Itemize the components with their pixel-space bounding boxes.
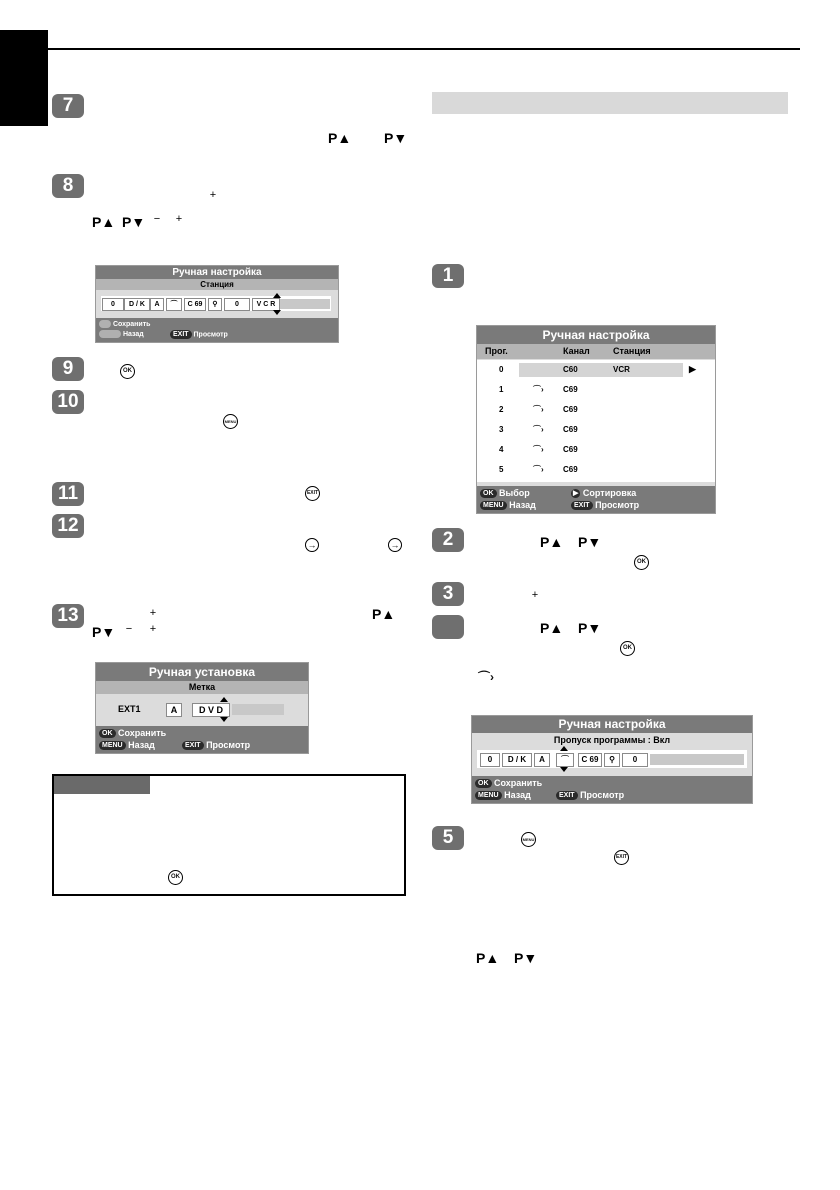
fine-tune-field[interactable]: 0 <box>622 753 648 767</box>
table-row[interactable]: 2 ⌒› C69 <box>499 405 578 414</box>
skip-icon: ⌒› <box>533 405 544 414</box>
exit-key: EXIT <box>182 741 204 750</box>
skip-toggle[interactable]: ⌒ <box>556 753 574 767</box>
volume-plus-icon: + <box>531 589 539 601</box>
down-arrow-icon <box>220 717 228 722</box>
key-icon <box>99 330 121 338</box>
station-name-field[interactable]: V C R <box>252 298 280 311</box>
search-icon[interactable]: ⚲ <box>208 298 222 311</box>
panel-subtitle: Пропуск программы : Вкл <box>472 733 752 747</box>
prog-field[interactable]: 0 <box>480 753 500 767</box>
volume-minus-icon: − <box>153 213 161 225</box>
ok-button-icon: OK <box>634 555 649 570</box>
step-8-badge: 8 <box>52 174 84 198</box>
right-key-icon: ▶ <box>573 490 579 498</box>
p-down-glyph: P▼ <box>578 534 602 550</box>
step-3-badge: 3 <box>432 582 464 606</box>
step-2-badge: 2 <box>432 528 464 552</box>
volume-plus-icon: + <box>149 623 157 635</box>
color-field[interactable]: A <box>166 703 182 717</box>
skip-icon[interactable]: ⌒ <box>166 298 182 311</box>
p-down-glyph: P▼ <box>514 950 538 966</box>
panel-title: Ручная настройка <box>472 716 752 733</box>
panel-subtitle: Метка <box>96 681 308 694</box>
p-down-glyph: P▼ <box>122 214 146 230</box>
p-up-glyph: P▲ <box>92 214 116 230</box>
station-header: Станция <box>613 346 651 356</box>
step-9-badge: 9 <box>52 357 84 381</box>
menu-button-icon: MENU <box>521 832 536 847</box>
up-arrow-icon <box>560 746 568 751</box>
step-10-badge: 10 <box>52 390 84 414</box>
up-arrow-icon <box>220 697 228 702</box>
exit-key: EXIT <box>571 501 593 510</box>
channel-field[interactable]: C 69 <box>578 753 602 767</box>
p-up-glyph: P▲ <box>476 950 500 966</box>
step-12-badge: 12 <box>52 514 84 538</box>
panel-title: Ручная настройка <box>477 326 715 344</box>
note-box <box>52 774 406 896</box>
table-row[interactable]: 4 ⌒› C69 <box>499 445 578 454</box>
table-row[interactable]: 5 ⌒› C69 <box>499 465 578 474</box>
menu-key: MENU <box>475 791 502 800</box>
skip-icon: ⌒› <box>533 385 544 394</box>
panel-title: Ручная установка <box>96 663 308 681</box>
section-heading-bar <box>432 92 788 114</box>
p-up-glyph: P▲ <box>328 130 352 146</box>
channel-field[interactable]: C 69 <box>184 298 206 311</box>
table-row[interactable]: 3 ⌒› C69 <box>499 425 578 434</box>
p-up-glyph: P▲ <box>540 534 564 550</box>
p-down-glyph: P▼ <box>578 620 602 636</box>
ok-button-icon: OK <box>120 364 135 379</box>
ok-key: OK <box>475 779 492 788</box>
system-field[interactable]: D / K <box>124 298 150 311</box>
panel-footer: Сохранить Назад EXIT Просмотр <box>96 318 338 342</box>
list-header <box>477 344 715 359</box>
p-down-glyph: P▼ <box>384 130 408 146</box>
skip-icon: ⌒› <box>533 465 544 474</box>
prog-header: Прог. <box>485 346 508 356</box>
panel-footer: OK Сохранить MENU Назад EXIT Просмотр <box>96 726 308 753</box>
search-icon[interactable]: ⚲ <box>604 753 620 767</box>
menu-key: MENU <box>99 741 126 750</box>
step-1-badge: 1 <box>432 264 464 288</box>
up-arrow-icon <box>273 293 281 298</box>
panel-footer: OK Сохранить MENU Назад EXIT Просмотр <box>472 776 752 803</box>
panel-title: Ручная настройка <box>96 266 338 279</box>
p-up-glyph: P▲ <box>372 606 396 622</box>
skip-icon: ⌒› <box>533 445 544 454</box>
skip-icon: ⌒› <box>478 670 494 684</box>
volume-plus-icon: + <box>209 189 217 201</box>
p-up-glyph: P▲ <box>540 620 564 636</box>
ok-button-icon: OK <box>620 641 635 656</box>
exit-button-icon: EXIT <box>614 850 629 865</box>
header-rule <box>48 48 800 50</box>
menu-button-icon: MENU <box>223 414 238 429</box>
table-row[interactable]: 1 ⌒› C69 <box>499 385 578 394</box>
exit-button-icon: EXIT <box>305 486 320 501</box>
ok-key: OK <box>99 729 116 738</box>
manual-setup-panel <box>95 662 309 754</box>
source-label: EXT1 <box>118 704 141 714</box>
skip-program-panel <box>471 715 753 804</box>
label-name-field[interactable]: D V D <box>192 703 230 717</box>
volume-minus-icon: − <box>125 623 133 635</box>
table-row[interactable]: 0 C60 VCR ▶ <box>477 362 715 378</box>
note-header <box>54 776 150 794</box>
down-arrow-icon <box>273 310 281 315</box>
fine-tune-field[interactable]: 0 <box>224 298 250 311</box>
step-4-badge <box>432 615 464 639</box>
menu-key: MENU <box>480 501 507 510</box>
row-highlight <box>519 363 683 377</box>
ok-button-icon: OK <box>168 870 183 885</box>
down-arrow-icon <box>560 767 568 772</box>
volume-plus-icon: + <box>175 213 183 225</box>
panel-subtitle: Станция <box>96 279 338 290</box>
manual-tuning-panel <box>95 265 339 343</box>
color-field[interactable]: A <box>534 753 550 767</box>
prog-field[interactable]: 0 <box>102 298 124 311</box>
language-tab <box>0 30 48 126</box>
skip-icon: ⌒› <box>533 425 544 434</box>
step-11-badge: 11 <box>52 482 84 506</box>
exit-key: EXIT <box>170 330 192 339</box>
green-key-icon <box>99 320 111 328</box>
input-button-icon: → <box>305 538 319 552</box>
color-field[interactable]: A <box>150 298 164 311</box>
caret-right-icon: ▶ <box>689 364 696 374</box>
p-down-glyph: P▼ <box>92 624 116 640</box>
panel-footer: OK Выбор ▶ Сортировка MENU Назад EXIT Просмотр <box>477 486 715 513</box>
input-button-icon: → <box>388 538 402 552</box>
channel-header: Канал <box>563 346 590 356</box>
step-5-badge: 5 <box>432 826 464 850</box>
program-list-panel <box>476 325 716 514</box>
exit-key: EXIT <box>556 791 578 800</box>
step-7-badge: 7 <box>52 94 84 118</box>
ok-key: OK <box>480 489 497 498</box>
volume-plus-icon: + <box>149 607 157 619</box>
step-13-badge: 13 <box>52 604 84 628</box>
system-field[interactable]: D / K <box>502 753 532 767</box>
